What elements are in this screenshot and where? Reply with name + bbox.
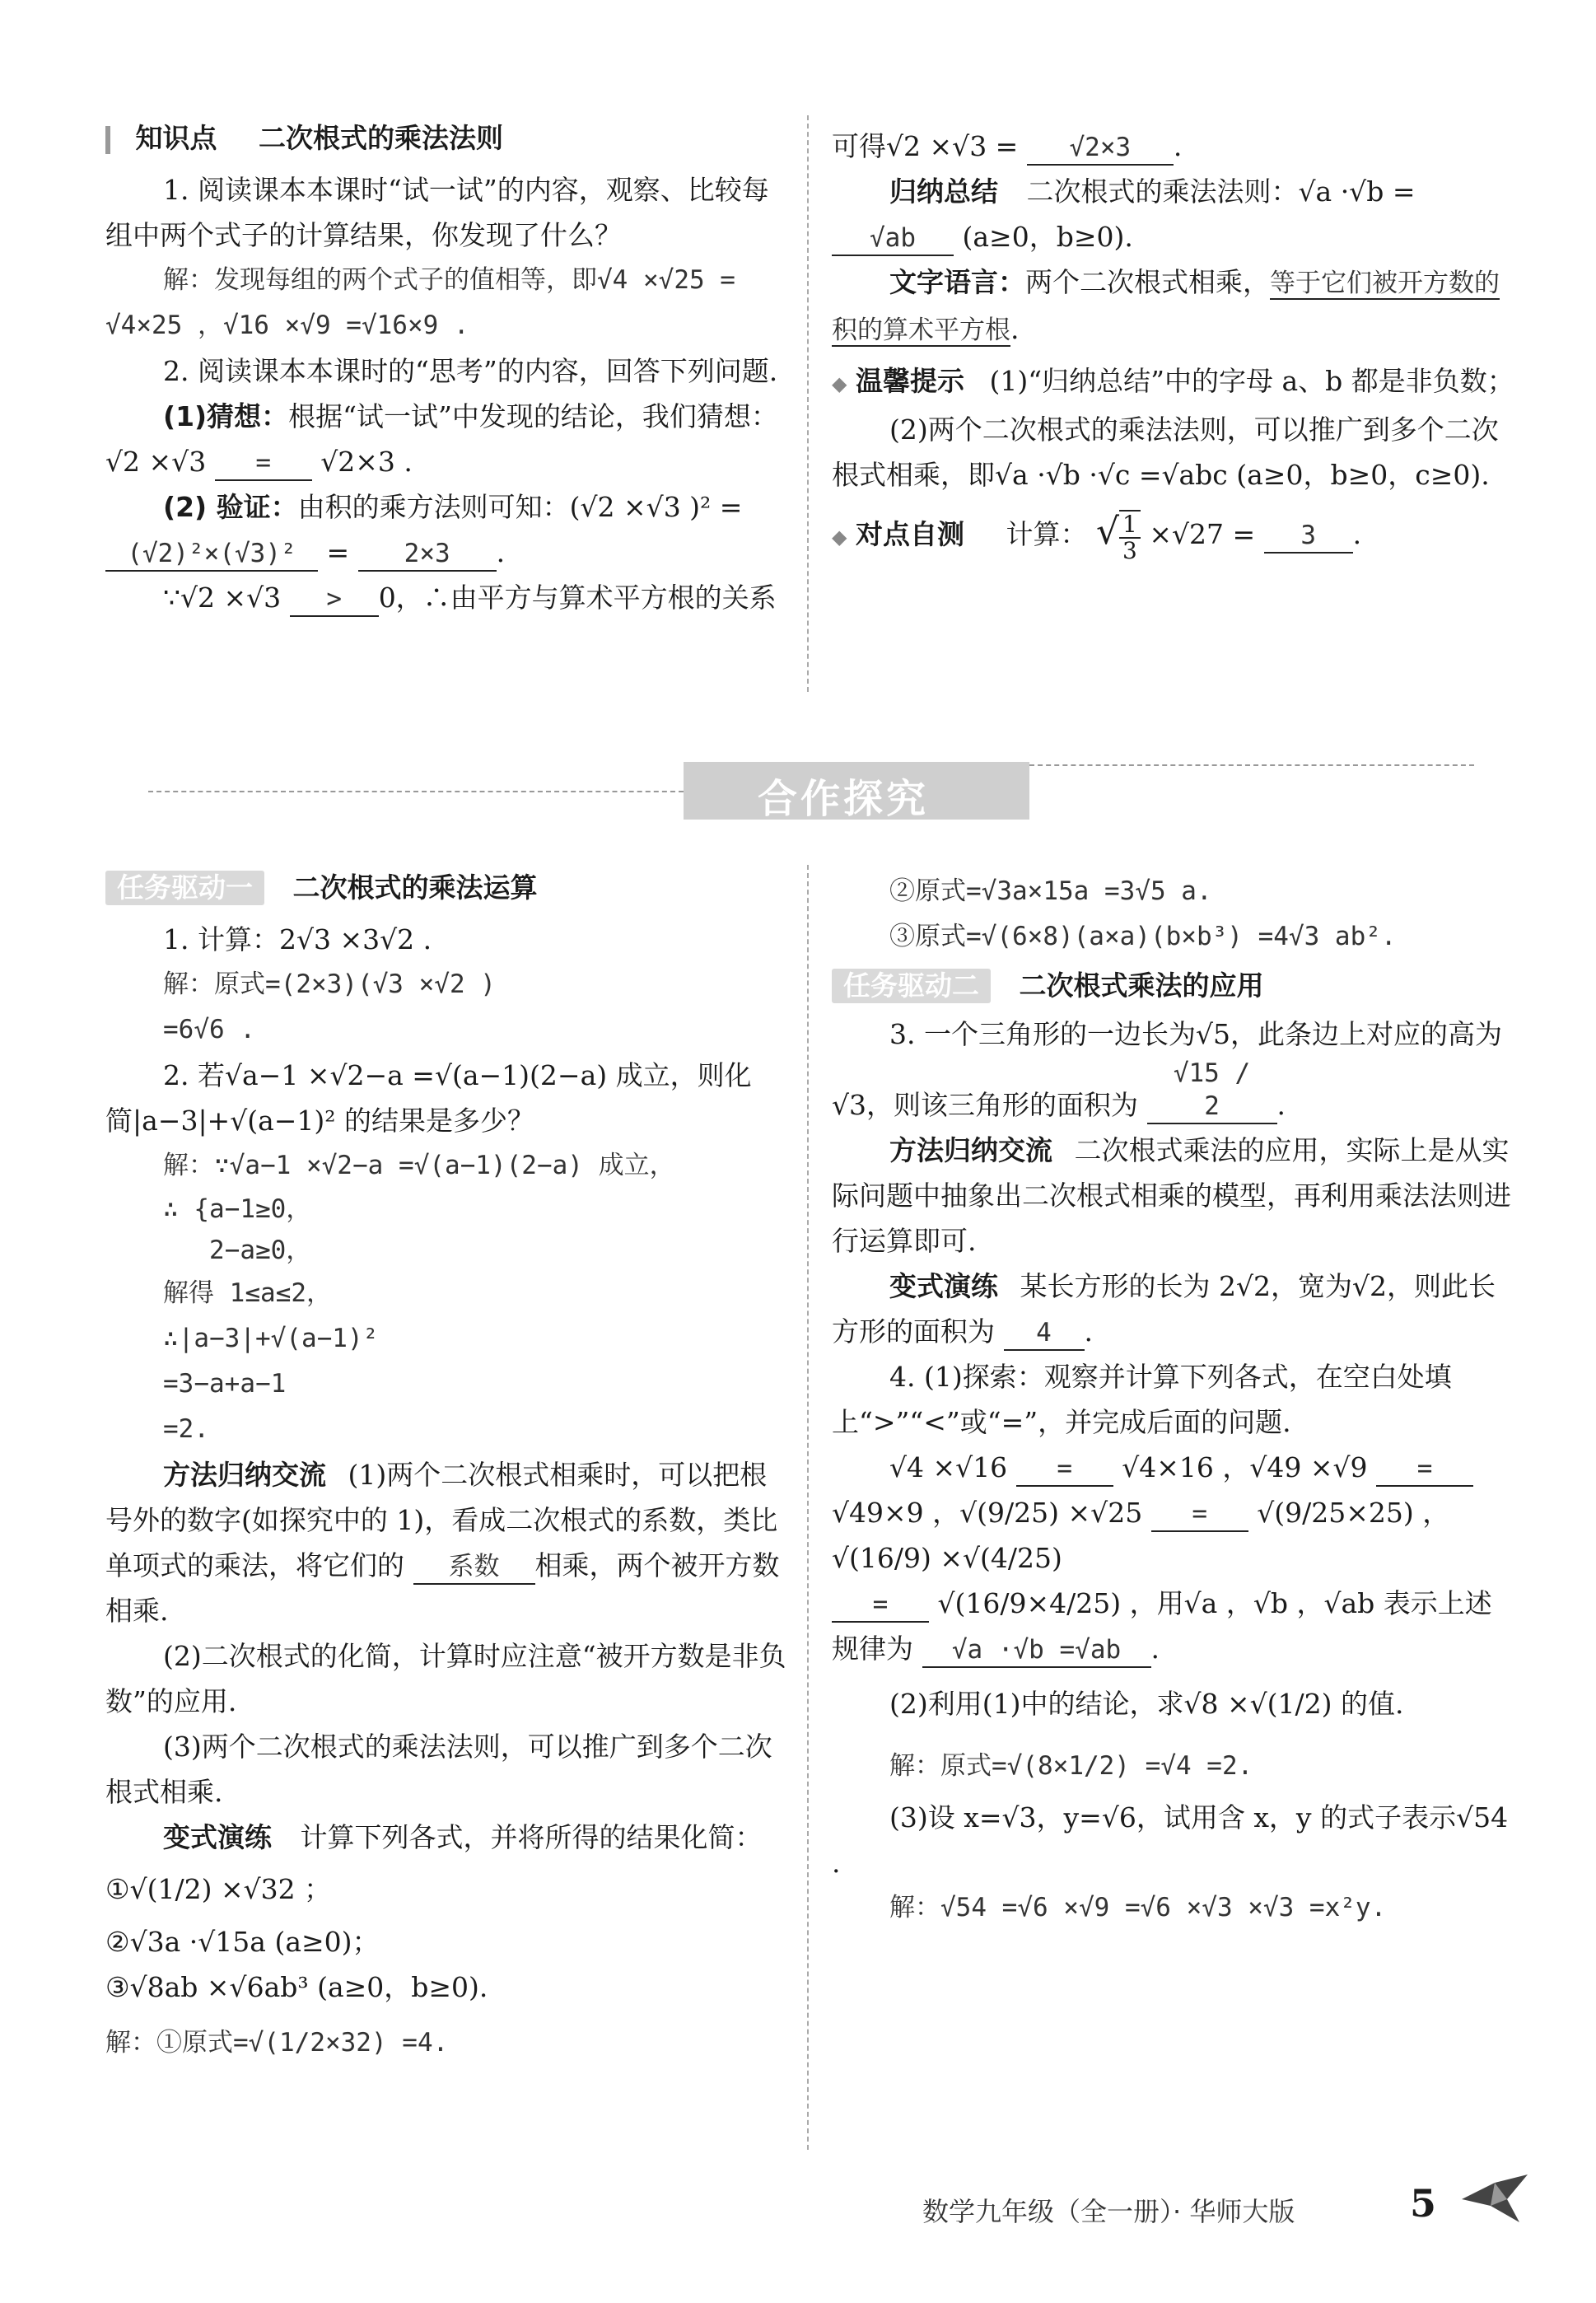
section-banner (684, 762, 1029, 820)
task-2-title: 二次根式乘法的应用 (1019, 969, 1264, 1002)
banner-title: 合作探究 (758, 776, 930, 822)
tip-diamond-icon: ◆ (832, 372, 847, 395)
task-2-q4-exprs-1 (832, 1445, 1515, 1490)
since-line (105, 575, 789, 620)
word-language-line: 文字语言：两个二次根式相乘，等于它们被开方数的积的算术平方根. (832, 266, 1500, 345)
tip-2: (2)两个二次根式的乘法法则，可以推广到多个二次根式相乘，即√a ·√b ·√c =√abc (a≥0，b≥0，c≥0). (832, 413, 1499, 491)
result-text: 可得√2 ×√3 = (832, 130, 1019, 162)
self-test-blank: 3 (1264, 519, 1353, 554)
self-test-fraction (1119, 510, 1141, 563)
variant-answer-1: 解：①原式=√(1/2×32) =4. (105, 2028, 449, 2058)
q4-blank-3: = (1151, 1497, 1248, 1532)
guess-expr-b: √2×3 . (320, 446, 413, 478)
tip-1: (1)“归纳总结”中的字母 a、b 都是非负数； (989, 365, 1514, 397)
q4-expr-4: √(9/25×25) ，√(16/9) ×√(4/25) (832, 1497, 1450, 1574)
task-2-variant-blank: 4 (1004, 1316, 1085, 1351)
task-2-method-text: 二次根式乘法的应用，实际上是从实际问题中抽象出二次根式相乘的模型，再利用乘法法则进行运算即可. (832, 1134, 1511, 1257)
since-a: ∵√2 ×√3 (163, 582, 282, 614)
q4-expr-5: √(16/9×4/25) ，用√a ，√b ，√ab 表示上述规律为 (832, 1587, 1492, 1665)
bottom-left-column (105, 865, 789, 2076)
q4-expr-3: √49×9 ，√(9/25) ×√25 (832, 1497, 1143, 1529)
verify-label: (2) 验证： (163, 491, 298, 523)
q4-expr-2: √4×16 ，√49 ×√9 (1122, 1451, 1368, 1483)
verify-eq: = (326, 536, 350, 568)
summary-line (832, 169, 1515, 214)
guess-expression (105, 439, 789, 484)
since-b: 0，∴由平方与算术平方根的关系 (378, 582, 777, 614)
result-line: 可得√2 ×√3 = √2×3 . (832, 124, 1515, 169)
q4-blank-1: = (1016, 1452, 1113, 1487)
method-label: 方法归纳交流 (163, 1459, 326, 1491)
bottom-right-column (832, 869, 1515, 1931)
self-test-label: 对点自测 (855, 518, 964, 550)
banner-line-left (148, 791, 684, 792)
self-test-numerator: 1 (1119, 512, 1141, 539)
task-2-q4-2: (2)利用(1)中的结论，求√8 ×√(1/2) 的值. (889, 1688, 1404, 1720)
task-1-q2-step1: 解：∵√a−1 ×√2−a =√(a−1)(2−a) 成立， (163, 1151, 675, 1180)
task-2-method (832, 1128, 1515, 1264)
page-number: 5 (1410, 2181, 1437, 2226)
question-1-answer-b: √4×25 ，√16 ×√9 =√16×9 . (105, 311, 469, 340)
task-1-q2: 2. 若√a−1 ×√2−a =√(a−1)(2−a) 成立，则化简|a−3|+√(a−1)² 的结果是多少？ (105, 1059, 752, 1137)
task-2-header (832, 963, 1515, 1008)
method-3: (3)两个二次根式的乘法法则，可以推广到多个二次根式相乘. (105, 1731, 772, 1808)
question-2: 2. 阅读课本本课时的“思考”的内容，回答下列问题. (163, 355, 778, 387)
summary-label: 归纳总结 (889, 175, 998, 208)
task-2-q4-3: (3)设 x=√3，y=√6，试用含 x，y 的式子表示√54 . (832, 1801, 1509, 1879)
q4-blank-4: = (832, 1588, 929, 1623)
task-2-variant-label: 变式演练 (889, 1270, 998, 1302)
top-right-column (832, 124, 1515, 563)
self-test-diamond-icon: ◆ (832, 526, 847, 549)
verify-expression: (√2)²×(√3)² = 2×3 . (105, 530, 789, 575)
sqrt-sign: √ (1095, 511, 1120, 553)
q4-expr-1: √4 ×√16 (889, 1451, 1008, 1483)
word-label: 文字语言： (889, 266, 1025, 298)
summary-expression (832, 214, 1515, 259)
question-1-answer-a: 解：发现每组的两个式子的值相等，即√4 ×√25 = (163, 265, 735, 295)
self-test-text-b: ×√27 = (1149, 518, 1256, 550)
task-1-q2-step2: ∴ {a−1≥0， (163, 1194, 312, 1224)
section-title: 二次根式的乘法法则 (259, 122, 503, 154)
q4-blank-2: = (1376, 1452, 1473, 1487)
task-2-variant-text: 某长方形的长为 2√2，宽为√2，则此长方形的面积为 (832, 1270, 1496, 1348)
task-2-method-label: 方法归纳交流 (889, 1134, 1052, 1166)
origami-bird-icon (1462, 2175, 1528, 2224)
guess-expr-a: √2 ×√3 (105, 446, 207, 478)
task-1-q2-step4: 解得 1≤a≤2， (163, 1278, 332, 1308)
verify-line (105, 484, 789, 530)
footer-text: 数学九年级（全一册）· 华师大版 (922, 2196, 1295, 2227)
variant-answer-3: ③原式=√(6×8)(a×a)(b×b³) =4√3 ab². (889, 922, 1397, 951)
task-2-q4: 4. (1)探索：观察并计算下列各式，在空白处填上“>”“<”或“=”，并完成后面的问题. (832, 1361, 1452, 1438)
task-1-q1: 1. 计算：2√3 ×3√2 . (163, 923, 432, 955)
task-1-q2-step5: ∴|a−3|+√(a−1)² (163, 1324, 379, 1353)
guess-blank: = (215, 446, 312, 481)
word-blank: 等于它们被开方数的积的算术平方根 (832, 269, 1500, 345)
task-2-q3-blank: √15 / 2 (1147, 1057, 1277, 1124)
guess-text: 根据“试一试”中发现的结论，我们猜想： (288, 400, 778, 432)
task-2-q4-exprs-3: = √(16/9×4/25) ，用√a ，√b ，√ab 表示上述规律为 √a ·√b =√ab . (832, 1581, 1515, 1671)
task-2-q4-exprs-2 (832, 1490, 1515, 1581)
variant-label: 变式演练 (163, 1821, 272, 1853)
summary-blank: √ab (832, 222, 954, 256)
banner-line-right (1029, 764, 1474, 766)
variant-2: ②√3a ·√15a (a≥0)； (105, 1926, 380, 1958)
task-2-q3-text: 3. 一个三角形的一边长为√5，此条边上对应的高为√3，则该三角形的面积为 (832, 1018, 1502, 1121)
task-1-q2-step7: =2. (163, 1414, 209, 1444)
task-1-tag: 任务驱动一 (105, 871, 264, 905)
top-column-divider (807, 115, 809, 692)
variant-1: ①√(1/2) ×√32 ； (105, 1873, 332, 1905)
task-1-q2-step6: =3−a+a−1 (163, 1369, 287, 1399)
method-2: (2)二次根式的化简，计算时应注意“被开方数是非负数”的应用. (105, 1640, 786, 1717)
variant-text: 计算下列各式，并将所得的结果化简： (300, 1821, 763, 1853)
variant-line (105, 1815, 789, 1860)
task-2-q4-2-answer: 解：原式=√(8×1/2) =√4 =2. (889, 1751, 1253, 1781)
top-left-column (105, 115, 789, 620)
verify-blank-1: (√2)²×(√3)² (105, 537, 318, 572)
self-test-denominator: 3 (1122, 536, 1137, 564)
section-header (105, 115, 789, 161)
task-1-q1-step1: 解：原式=(2×3)(√3 ×√2 ) (163, 969, 496, 999)
task-2-q3: 3. 一个三角形的一边长为√5，此条边上对应的高为√3，则该三角形的面积为 √15 / 2 . (832, 1011, 1515, 1128)
method-1-text-a: (1)两个二次根式相乘时，可以把根号外的数字(如探究中的 1)，看成二次根式的系数，类比单项式的乘法，将它们的 (105, 1459, 778, 1581)
task-1-q2-step3: 2−a≥0， (163, 1236, 312, 1265)
task-1-q1-step2: =6√6 . (163, 1015, 255, 1044)
guess-label: (1)猜想： (163, 400, 289, 432)
verify-text: 由积的乘方法则可知：(√2 ×√3 )² = (297, 491, 743, 523)
question-1: 1. 阅读课本本课时“试一试”的内容，观察、比较每组中两个式子的计算结果，你发现了什么？ (105, 174, 769, 251)
summary-text: 二次根式的乘法法则：√a ·√b = (1026, 175, 1416, 208)
section-bar (105, 126, 110, 154)
self-test-line: ◆ 对点自测 计算： √ $\frac{1}{3}$ ×√27 = 3 . (832, 510, 1362, 564)
verify-blank-2: 2×3 (358, 537, 497, 572)
since-blank: > (290, 582, 379, 617)
task-2-tag: 任务驱动二 (832, 969, 991, 1003)
guess-line (105, 394, 789, 439)
method-1-blank: 系数 (413, 1550, 535, 1585)
q4-rule-blank: √a ·√b =√ab (922, 1633, 1151, 1668)
variant-answer-2: ②原式=√3a×15a =3√5 a. (889, 876, 1212, 906)
tip-label: 温馨提示 (855, 365, 964, 397)
variant-3: ③√8ab ×√6ab³ (a≥0，b≥0). (105, 1971, 488, 2003)
knowledge-tag: 知识点 (135, 122, 217, 154)
tip-line-1 (832, 358, 1515, 407)
result-blank: √2×3 (1027, 131, 1174, 166)
task-1-title: 二次根式的乘法运算 (292, 871, 538, 904)
bottom-column-divider (807, 865, 809, 2150)
task-1-header (105, 865, 789, 910)
task-2-variant: 变式演练 某长方形的长为 2√2，宽为√2，则此长方形的面积为 4 . (832, 1264, 1515, 1354)
summary-condition: (a≥0，b≥0). (962, 221, 1133, 253)
word-text: 两个二次根式相乘， (1025, 266, 1270, 298)
method-1-text-b: 相乘，两个被开方数相乘. (105, 1549, 780, 1627)
task-2-q4-3-answer: 解：√54 =√6 ×√9 =√6 ×√3 ×√3 =x²y. (889, 1893, 1387, 1922)
self-test-text-a: 计算： (1006, 518, 1088, 550)
method-1-paragraph (105, 1452, 789, 1633)
